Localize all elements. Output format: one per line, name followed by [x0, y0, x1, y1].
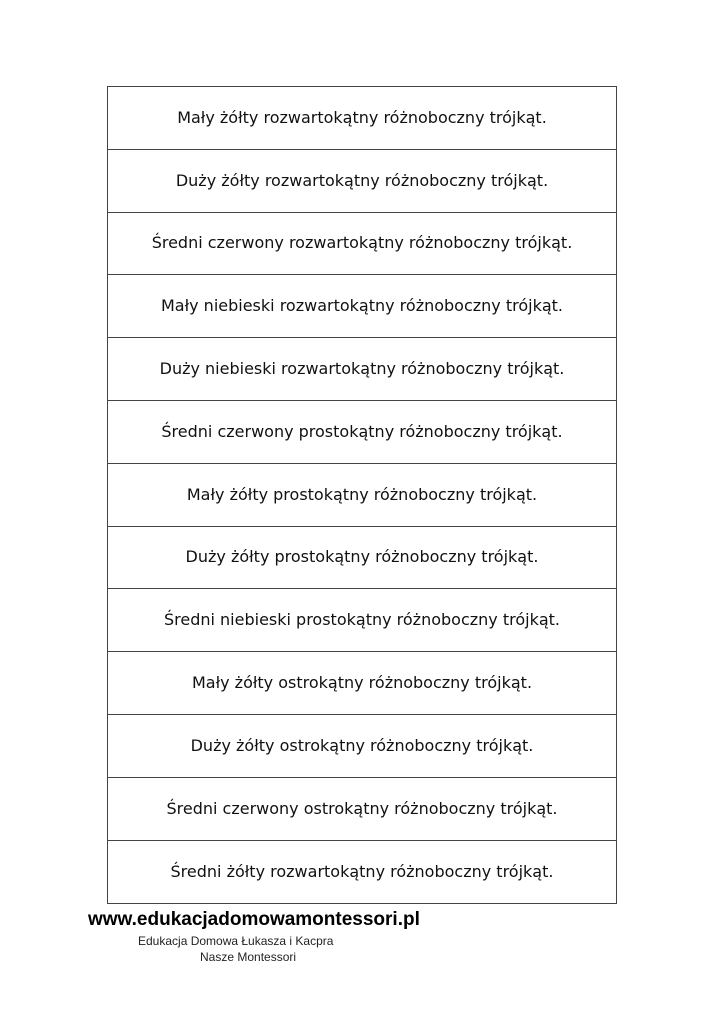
website-url: www.edukacjadomowamontessori.pl: [88, 909, 420, 930]
card-row: Duży żółty prostokątny różnoboczny trójkąt.: [108, 527, 616, 590]
footer-tagline: Nasze Montessori: [200, 950, 297, 964]
card-row: Średni czerwony rozwartokątny różnoboczny trójkąt.: [108, 213, 616, 276]
card-row: Mały niebieski rozwartokątny różnoboczny trójkąt.: [108, 275, 616, 338]
card-row: Duży żółty rozwartokątny różnoboczny trójkąt.: [108, 150, 616, 213]
card-row: Średni czerwony prostokątny różnoboczny trójkąt.: [108, 401, 616, 464]
card-row: Mały żółty ostrokątny różnoboczny trójkąt.: [108, 652, 616, 715]
card-row: Mały żółty rozwartokątny różnoboczny trójkąt.: [108, 87, 616, 150]
card-row: Duży niebieski rozwartokątny różnoboczny trójkąt.: [108, 338, 616, 401]
card-row: Średni niebieski prostokątny różnoboczny trójkąt.: [108, 589, 616, 652]
card-row: Mały żółty prostokątny różnoboczny trójkąt.: [108, 464, 616, 527]
card-row: Średni czerwony ostrokątny różnoboczny trójkąt.: [108, 778, 616, 841]
card-row: Duży żółty ostrokątny różnoboczny trójkąt.: [108, 715, 616, 778]
card-table: [107, 86, 617, 904]
card-row: Średni żółty rozwartokątny różnoboczny trójkąt.: [170, 861, 554, 881]
footer-subtitle: Edukacja Domowa Łukasza i Kacpra: [138, 934, 334, 948]
